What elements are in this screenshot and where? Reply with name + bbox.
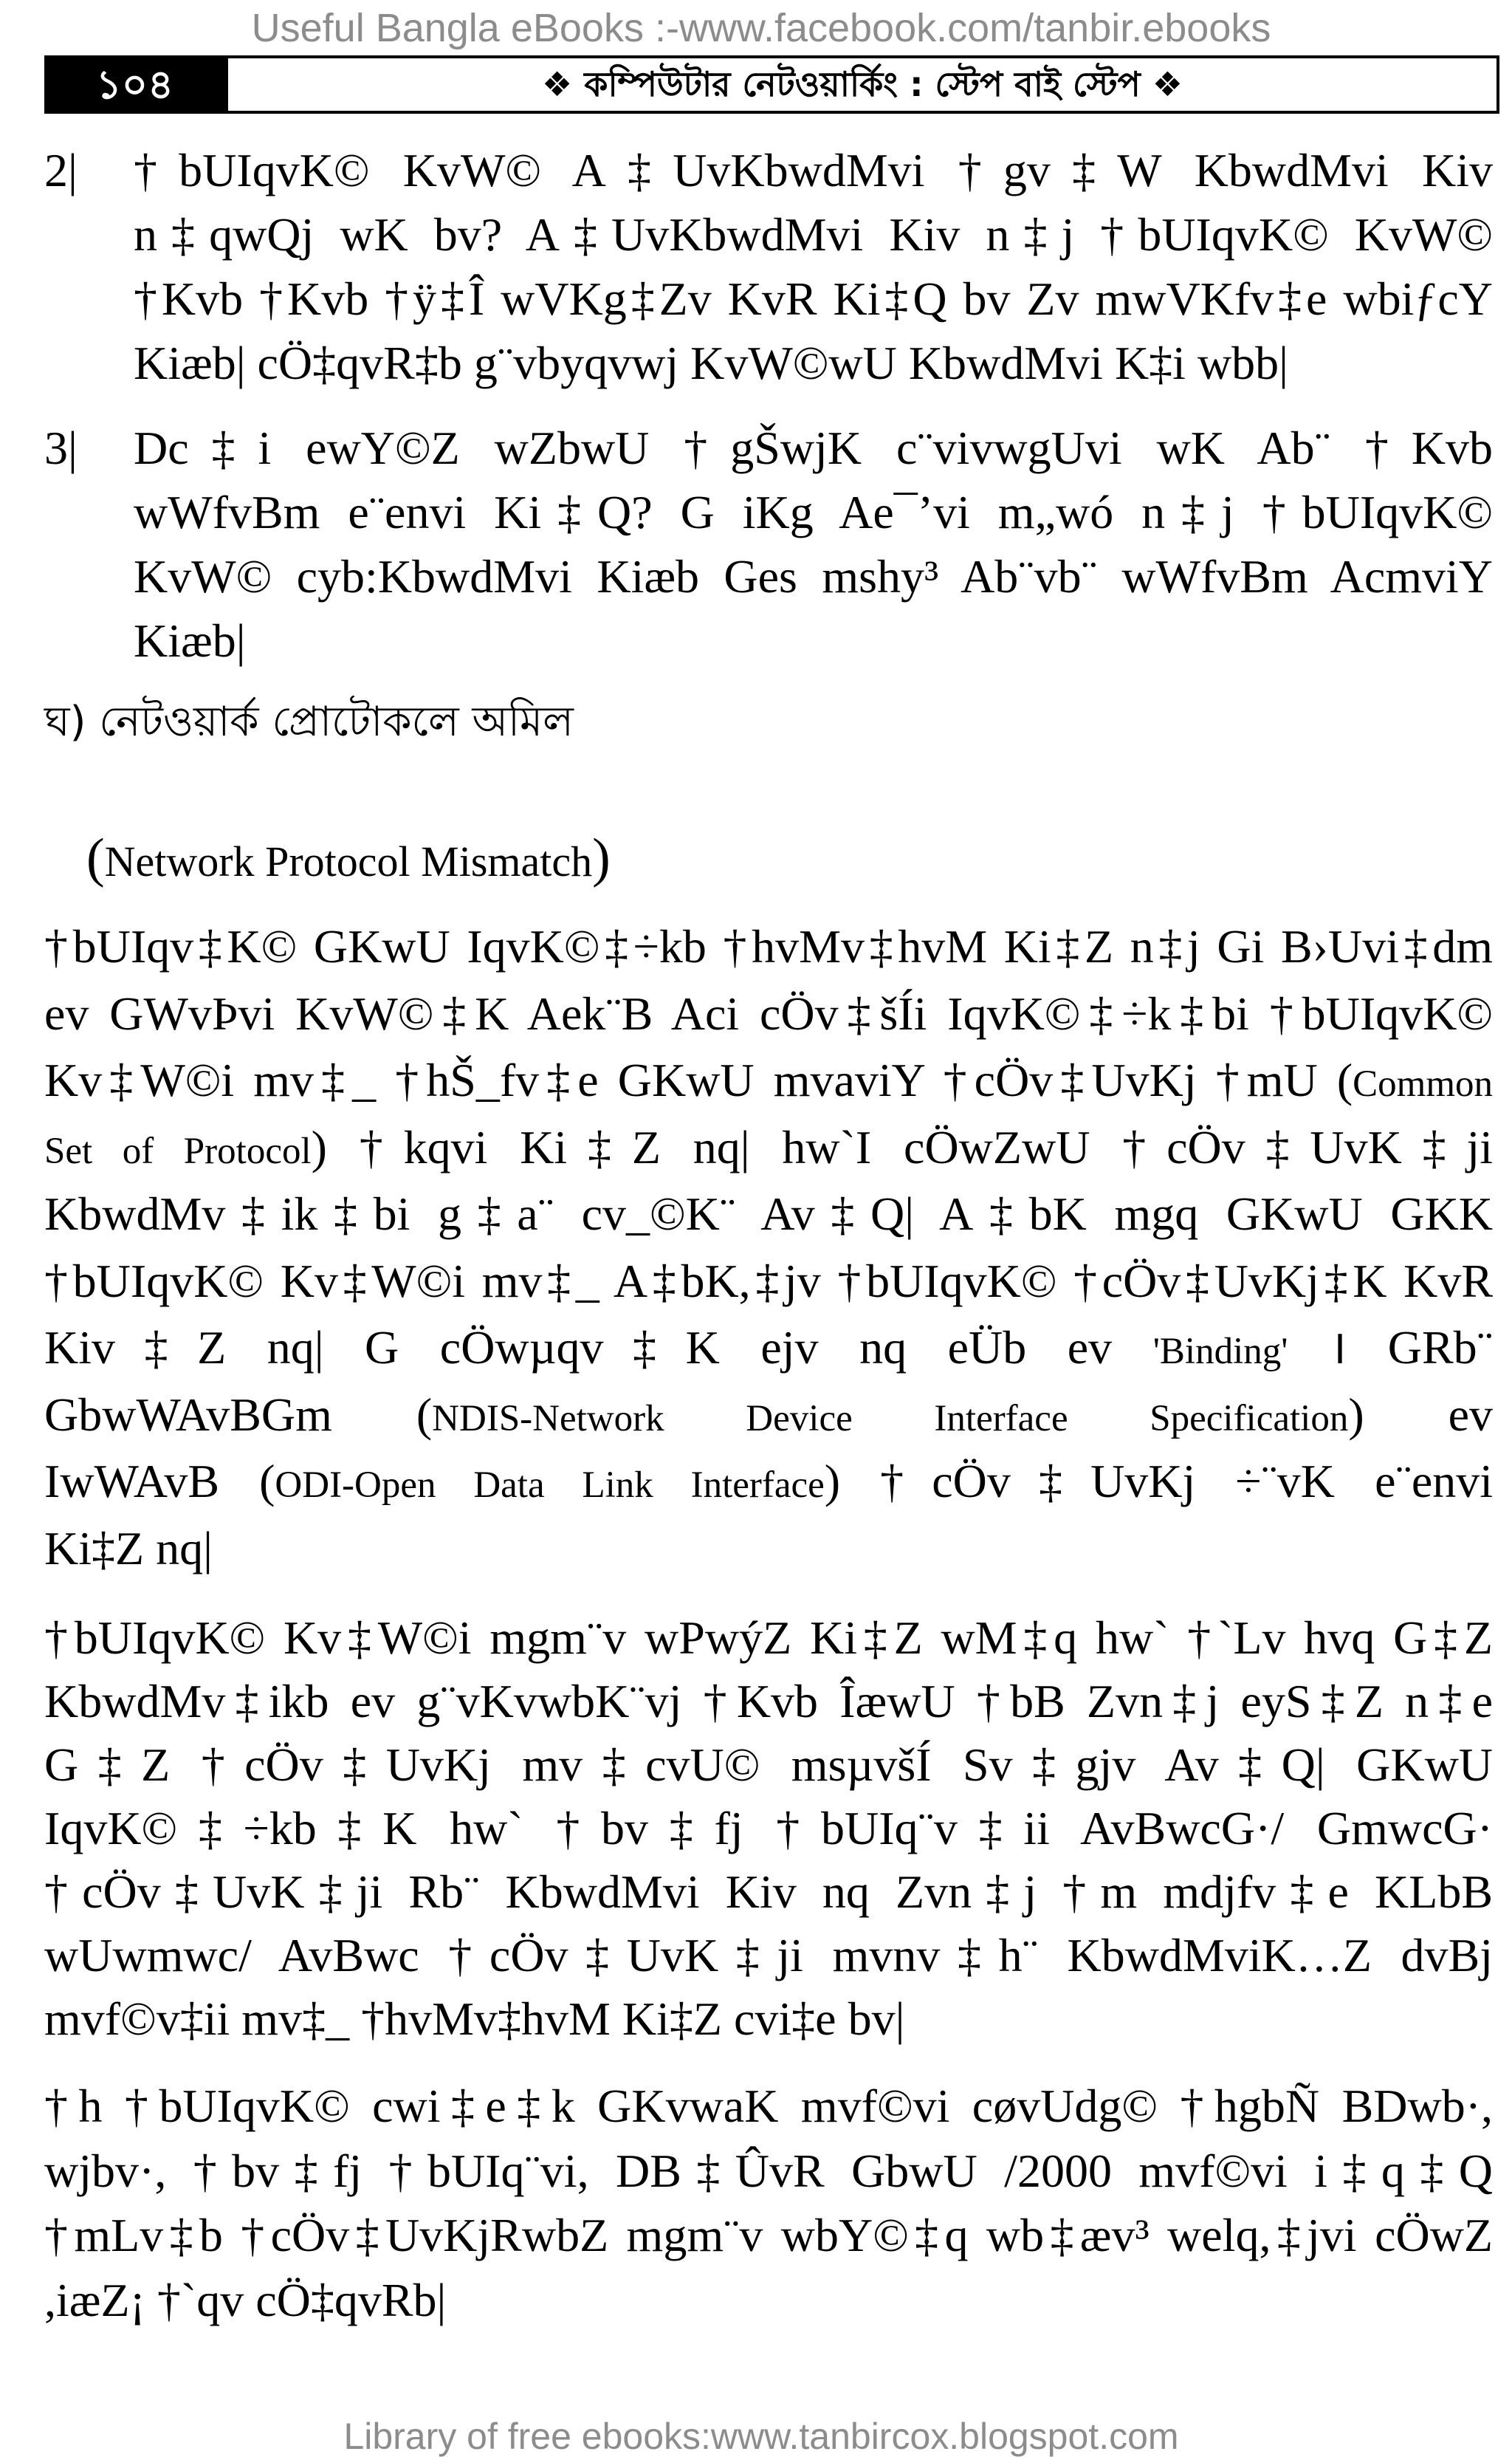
line-segment: ) †kqvi Ki‡Z nq| hw`I cÖwZwU †cÖv‡UvK‡ji — [311, 1120, 1493, 1173]
paragraph-line: †bUIqvK© Kv‡W©i mv‡_ A‡bK,‡jv †bUIqvK© †cÖv‡UvKj‡K KvR — [44, 1254, 1493, 1307]
item-line: n‡qwQj wK bv? A‡UvKbwdMvi Kiv n‡j †bUIqvK© KvW© — [134, 208, 1493, 261]
english-term: Set of Protocol — [44, 1130, 312, 1172]
paragraph — [44, 914, 1493, 1582]
paragraph-line: †mLv‡b †cÖv‡UvKjRwbZ mgm¨v wbY©‡q wb‡æv³ welq,‡jvi cÖwZ — [44, 2209, 1493, 2261]
paragraph-line: mvf©v‡ii mv‡_ †hvMv‡hvM Ki‡Z cvi‡e bv| — [44, 1992, 905, 2045]
item-line: KvW© cyb:KbwdMvi Kiæb Ges mshy³ Ab¨vb¨ wWfvBm AcmviY — [134, 550, 1493, 603]
item-text — [134, 416, 1493, 673]
paragraph — [44, 2074, 1493, 2332]
paragraph-line — [44, 1047, 1493, 1114]
english-term: 'Binding' — [1152, 1331, 1288, 1372]
close-parenthesis: ) — [592, 828, 611, 888]
section-heading: ঘ) নেটওয়ার্ক প্রোটোকলে অমিল — [44, 698, 574, 746]
numbered-item — [44, 138, 1493, 395]
item-text — [134, 138, 1493, 395]
page-watermark: Useful Bangla eBooks :-www.facebook.com/tanbir.ebooks — [251, 6, 1271, 50]
line-segment: । GRb¨ — [1288, 1321, 1493, 1374]
paragraph-line: ,iæZ¡ †`qv cÖ‡qvRb| — [44, 2273, 447, 2326]
line-segment: Kv‡W©i mv‡_ †hŠ_fv‡e GKwU mvaviY †cÖv‡UvKj †mU ( — [44, 1054, 1353, 1106]
item-line: Dc‡i ewY©Z wZbwU †gŠwjK c¨vivwgUvi wK Ab¨ †Kvb — [134, 422, 1493, 474]
paragraph-line: IqvK©‡÷kb‡K hw` †bv‡fj †bUIq¨v‡ii AvBwcG·/ GmwcG· — [44, 1802, 1493, 1854]
paragraph-line — [44, 1114, 1493, 1182]
page-number: ১০৪ — [44, 55, 225, 114]
item-number: 3| — [44, 422, 78, 474]
item-line: Kiæb| cÖ‡qvR‡b g¨vbyqvwj KvW©wU KbwdMvi K‡i wbb| — [134, 337, 1288, 389]
paragraph-line — [44, 1382, 1493, 1449]
open-parenthesis: ( — [86, 828, 105, 888]
paragraph-line: KbwdMv‡ikb ev g¨vKvwbK¨vj †Kvb ÎæwU †bB Zvn‡j eyS‡Z n‡e — [44, 1675, 1493, 1727]
paragraph-line: ev GWvÞvi KvW©‡K Aek¨B Aci cÖv‡šÍi IqvK©‡÷k‡bi †bUIqvK© — [44, 987, 1493, 1040]
header-title: ❖ কম্পিউটার নেটওয়ার্কিং : স্টেপ বাই স্টেপ ❖ — [542, 64, 1183, 104]
line-segment: ) †cÖv‡UvKj ÷¨vK e¨envi — [824, 1455, 1493, 1507]
paragraph-line: †bUIqvK© Kv‡W©i mgm¨v wPwýZ Ki‡Z wM‡q hw` †`Lv hvq G‡Z — [44, 1611, 1493, 1664]
paragraph-line — [44, 1315, 1493, 1382]
item-line: wWfvBm e¨envi Ki‡Q? G iKg Ae¯’vi m„wó n‡j †bUIqvK© — [134, 486, 1493, 538]
subheading-text: Network Protocol Mismatch — [104, 837, 593, 885]
paragraph-line: †bUIqv‡K© GKwU IqvK©‡÷kb †hvMv‡hvM Ki‡Z n‡j Gi B›Uvi‡dm — [44, 920, 1493, 973]
line-segment: ) ev — [1348, 1388, 1493, 1441]
item-number: 2| — [44, 144, 78, 196]
paragraph-line: wUwmwc/ AvBwc †cÖv‡UvK‡ji mvnv‡h¨ KbwdMviK…Z dvBj — [44, 1929, 1493, 1981]
paragraph-line: G‡Z †cÖv‡UvKj mv‡cvU© msµvšÍ Sv‡gjv Av‡Q| GKwU — [44, 1738, 1493, 1791]
line-segment: Kiv‡Z nq| G cÖwµqv‡K ejv nq eÜb ev — [44, 1321, 1153, 1374]
paragraph-line: Ki‡Z nq| — [44, 1521, 213, 1574]
numbered-item — [44, 416, 1493, 673]
item-line: †Kvb †Kvb †ÿ‡Î wVKg‡Zv KvR Ki‡Q bv Zv mwVKfv‡e wbiƒcY — [134, 273, 1493, 325]
line-segment: IwWAvB ( — [44, 1455, 275, 1507]
paragraph-line: wjbv·, †bv‡fj †bUIq¨vi, DB‡ÛvR GbwU /2000 mvf©vi i‡q‡Q — [44, 2144, 1493, 2197]
paragraph-line: †h †bUIqvK© cwi‡e‡k GKvwaK mvf©vi cøvUdg© †hgbÑ BDwb·, — [44, 2080, 1493, 2132]
line-segment: GbwWAvBGm ( — [44, 1388, 433, 1441]
section-subheading — [86, 826, 611, 891]
paragraph-line: †cÖv‡UvK‡ji Rb¨ KbwdMvi Kiv nq Zvn‡j †m mdjfv‡e KLbB — [44, 1865, 1493, 1918]
item-line: †bUIqvK© KvW© A‡UvKbwdMvi †gv‡W KbwdMvi Kiv — [134, 144, 1493, 196]
page-footer: Library of free ebooks:www.tanbircox.blogspot.com — [343, 2416, 1179, 2457]
english-term: ODI-Open Data Link Interface — [275, 1464, 825, 1506]
header-title-box — [225, 55, 1499, 114]
paragraph-line: KbwdMv‡ik‡bi g‡a¨ cv_©K¨ Av‡Q| A‡bK mgq GKwU GKK — [44, 1188, 1493, 1240]
english-term: NDIS-Network Device Interface Specification — [432, 1397, 1349, 1439]
item-line: Kiæb| — [134, 614, 246, 667]
paragraph-line — [44, 1448, 1493, 1515]
english-term: Common — [1353, 1063, 1493, 1105]
paragraph — [44, 1606, 1493, 2051]
